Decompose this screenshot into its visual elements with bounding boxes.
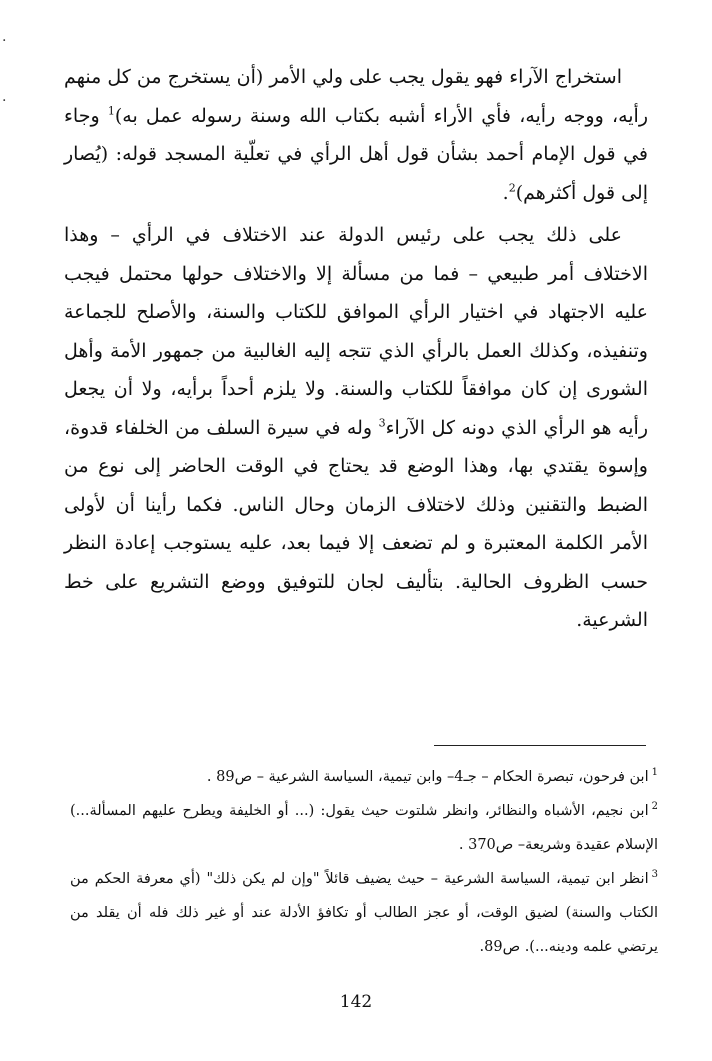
footnote-1 [70,760,658,794]
paragraph-2 [64,216,648,640]
footnote-text: انظر ابن تيمية، السياسة الشرعية – حيث يضيف قائلاً "وإن لم يكن ذلك" (أي معرفة الحكم من الكتاب والسنة) لضيق الوقت، أو عجز الطالب أو تكافؤ الأدلة عند أو غير ذلك فله أن يقلد من يرتضي علمه ودينه...). ص89. [70,871,658,955]
footnote-text: ابن فرحون، تبصرة الحكام – جـ4– وابن تيمية، السياسة الشرعية – ص89 . [206,769,649,785]
footnote-divider [434,745,646,746]
paragraph-1 [64,58,648,212]
footnote-text: ابن نجيم، الأشباه والنظائر، وانظر شلتوت حيث يقول: (... أو الخليفة ويطرح عليهم المسألة...) الإسلام عقيدة وشريعة– ص370 . [70,803,658,853]
footnotes [70,760,658,964]
paragraph-text: استخراج الآراء فهو يقول يجب على ولي الأمر (أن يستخرج من كل منهم رأيه، ووجه رأيه، فأي الأراء أشبه بكتاب الله وسنة رسوله عمل به) [64,66,648,127]
paragraph-text: . [502,181,509,204]
footnote-reference[interactable]: 1 [107,104,115,118]
footnote-3 [70,862,658,964]
footnote-number: 2 [651,801,658,813]
paragraph-text: وله في سيرة السلف من الخلفاء قدوة، وإسوة يقتدي بها، وهذا الوضع قد يحتاج في الوقت الحاضر إلى نوع من الضبط والتقنين وذلك لاختلاف الزمان وحال الناس. فكما رأينا أن لأولى الأمر الكلمة المعتبرة و لم تضعف إلا فيما بعد، عليه يستوجب إعادة النظر حسب الظروف الحالية. بتأليف لجان للتوفيق ووضع التشريع على خط الشرعية. [64,416,648,631]
footnote-reference[interactable]: 3 [378,416,386,430]
paragraph-text: على ذلك يجب على رئيس الدولة عند الاختلاف في الرأي – وهذا الاختلاف أمر طبيعي – فما من مسألة إلا والاختلاف حولها محتمل فيجب عليه الاجتهاد في اختيار الرأي الموافق للكتاب والسنة، والأصلح للجماعة وتنفيذه، وكذلك العمل بالرأي الذي تتجه إليه الغالبية من جمهور الأمة وأهل الشورى إن كان موافقاً للكتاب والسنة. ولا يلزم أحداً برأيه، ولا أن يجعل رأيه هو الرأي الذي دونه كل الآراء [64,224,648,439]
footnote-2 [70,794,658,862]
main-text [64,58,648,640]
margin-mark: . [2,29,7,45]
paragraph-text: وجاء في قول الإمام أحمد بشأن قول أهل الرأي في تعلّية المسجد قوله: (يُصار إلى قول أكثرهم) [64,104,648,204]
footnote-number: 3 [651,869,658,881]
footnote-reference[interactable]: 2 [508,181,516,195]
footnote-number: 1 [651,767,658,779]
page-number: 142 [339,992,373,1012]
margin-mark: . [2,89,7,105]
